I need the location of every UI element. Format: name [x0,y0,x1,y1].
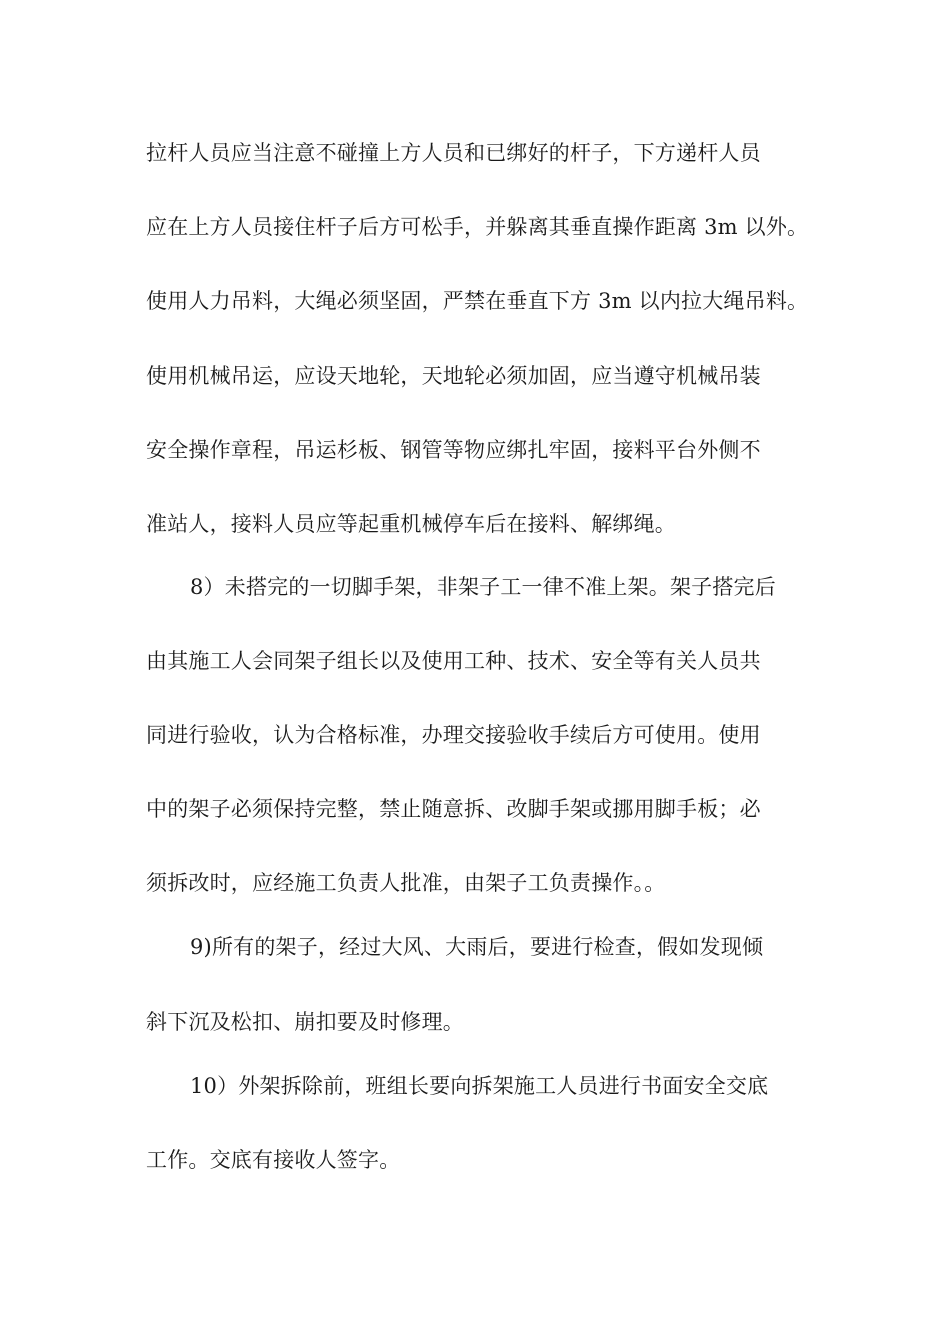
text-line: 中的架子必须保持完整，禁止随意拆、改脚手架或挪用脚手板；必 [146,797,761,821]
text-line: 使用机械吊运，应设天地轮，天地轮必须加固，应当遵守机械吊装 [146,364,761,388]
text-line: 拉杆人员应当注意不碰撞上方人员和已绑好的杆子，下方递杆人员 [146,141,761,165]
text-line: 须拆改时，应经施工负责人批准，由架子工负责操作。。 [146,871,666,895]
text-line: 应在上方人员接住杆子后方可松手，并躲离其垂直操作距离 3m 以外。 [146,215,809,239]
paragraph-9-first-line: 9)所有的架子，经过大风、大雨后，要进行检查，假如发现倾 [190,935,764,959]
text-line: 由其施工人会同架子组长以及使用工种、技术、安全等有关人员共 [146,649,761,673]
text-line: 准站人，接料人员应等起重机械停车后在接料、解绑绳。 [146,512,676,536]
text-line: 工作。交底有接收人签字。 [146,1148,401,1172]
text-line: 使用人力吊料，大绳必须坚固，严禁在垂直下方 3m 以内拉大绳吊料。 [146,289,809,313]
text-line: 同进行验收，认为合格标准，办理交接验收手续后方可使用。使用 [146,723,761,747]
text-line: 安全操作章程，吊运杉板、钢管等物应绑扎牢固，接料平台外侧不 [146,438,761,462]
paragraph-8-first-line: 8）未搭完的一切脚手架，非架子工一律不准上架。架子搭完后 [190,575,776,599]
paragraph-10-first-line: 10）外架拆除前，班组长要向拆架施工人员进行书面安全交底 [190,1074,769,1098]
text-line: 斜下沉及松扣、崩扣要及时修理。 [146,1010,464,1034]
